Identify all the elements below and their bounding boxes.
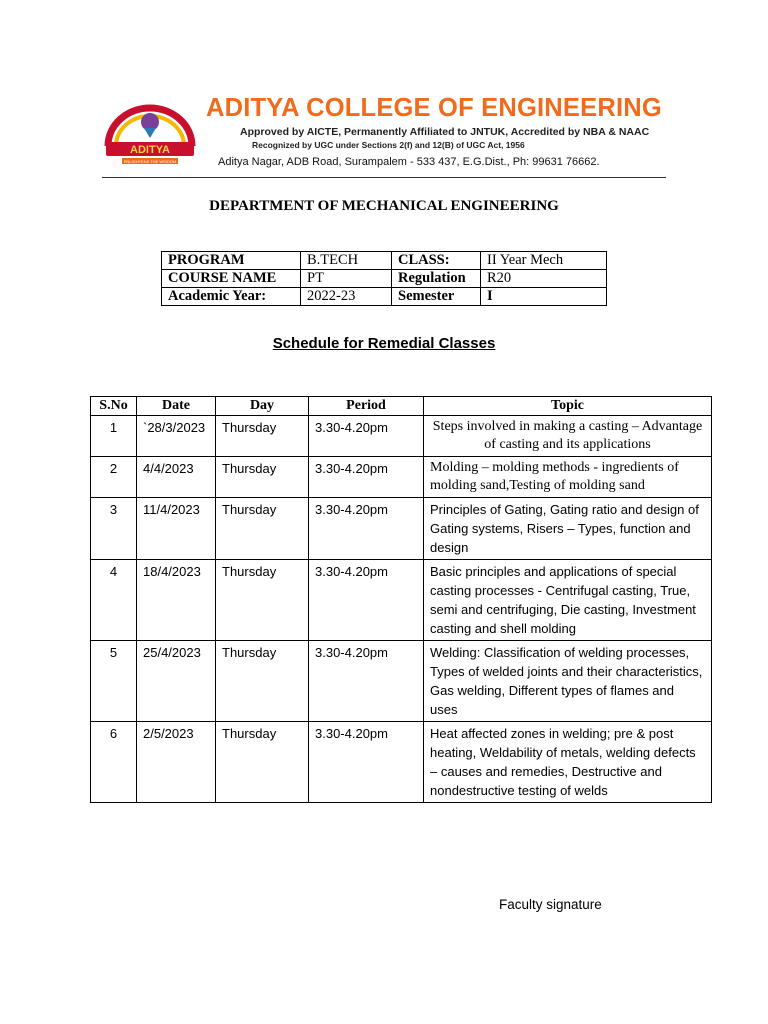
cell-period: 3.30-4.20pm: [309, 641, 424, 722]
department-title: DEPARTMENT OF MECHANICAL ENGINEERING: [209, 198, 559, 214]
approval-line: Approved by AICTE, Permanently Affiliated to JNTUK, Accredited by NBA & NAAC: [240, 126, 650, 138]
recognition-line: Recognized by UGC under Sections 2(f) and 12(B) of UGC Act, 1956: [252, 140, 525, 150]
header-date: Date: [137, 397, 216, 416]
cell-sno: 3: [91, 498, 137, 560]
schedule-title: Schedule for Remedial Classes: [272, 335, 496, 352]
cell-date: `28/3/2023: [137, 416, 216, 457]
table-row: [91, 416, 712, 457]
cell-period: 3.30-4.20pm: [309, 416, 424, 457]
table-row: [91, 457, 712, 498]
year-label: Academic Year:: [162, 288, 301, 306]
table-row: [91, 722, 712, 803]
cell-sno: 2: [91, 457, 137, 498]
cell-date: 4/4/2023: [137, 457, 216, 498]
svg-text:ADITYA: ADITYA: [130, 144, 170, 156]
svg-text:ENLIGHTENS THE WISDOM: ENLIGHTENS THE WISDOM: [123, 159, 177, 164]
letterhead: [100, 90, 666, 180]
table-row: [91, 560, 712, 641]
faculty-signature-label: Faculty signature: [499, 897, 602, 912]
header-topic: Topic: [424, 397, 712, 416]
cell-topic: Welding: Classification of welding processes, Types of welded joints and their characteristics, Gas welding, Different types of flames and uses: [424, 641, 712, 722]
cell-topic: Molding – molding methods - ingredients of molding sand,Testing of molding sand: [424, 457, 712, 498]
table-row: [91, 498, 712, 560]
cell-sno: 4: [91, 560, 137, 641]
cell-day: Thursday: [216, 416, 309, 457]
program-label: PROGRAM: [162, 252, 301, 270]
cell-date: 2/5/2023: [137, 722, 216, 803]
course-value: PT: [301, 270, 392, 288]
college-logo-icon: [100, 98, 200, 168]
cell-day: Thursday: [216, 641, 309, 722]
header-period: Period: [309, 397, 424, 416]
cell-day: Thursday: [216, 457, 309, 498]
regulation-label: Regulation: [392, 270, 481, 288]
address-line: Aditya Nagar, ADB Road, Surampalem - 533 437, E.G.Dist., Ph: 99631 76662.: [218, 156, 600, 168]
regulation-value: R20: [481, 270, 607, 288]
class-label: CLASS:: [392, 252, 481, 270]
cell-day: Thursday: [216, 560, 309, 641]
cell-sno: 1: [91, 416, 137, 457]
cell-date: 18/4/2023: [137, 560, 216, 641]
cell-topic: Steps involved in making a casting – Advantage of casting and its applications: [424, 416, 712, 457]
cell-period: 3.30-4.20pm: [309, 560, 424, 641]
year-value: 2022-23: [301, 288, 392, 306]
cell-period: 3.30-4.20pm: [309, 457, 424, 498]
header-sno: S.No: [91, 397, 137, 416]
table-row: [91, 641, 712, 722]
cell-topic: Principles of Gating, Gating ratio and design of Gating systems, Risers – Types, function and design: [424, 498, 712, 560]
college-name: ADITYA COLLEGE OF ENGINEERING: [206, 94, 662, 122]
cell-topic: Basic principles and applications of special casting processes - Centrifugal casting, True, semi and centrifuging, Die casting, Investment casting and shell molding: [424, 560, 712, 641]
header-divider: [102, 177, 666, 178]
cell-day: Thursday: [216, 722, 309, 803]
cell-period: 3.30-4.20pm: [309, 498, 424, 560]
semester-label: Semester: [392, 288, 481, 306]
cell-date: 11/4/2023: [137, 498, 216, 560]
remedial-schedule-table: [90, 396, 712, 803]
course-label: COURSE NAME: [162, 270, 301, 288]
cell-period: 3.30-4.20pm: [309, 722, 424, 803]
course-info-table: [161, 251, 607, 306]
cell-sno: 6: [91, 722, 137, 803]
semester-value: I: [481, 288, 607, 306]
header-day: Day: [216, 397, 309, 416]
cell-day: Thursday: [216, 498, 309, 560]
cell-date: 25/4/2023: [137, 641, 216, 722]
cell-topic: Heat affected zones in welding; pre & post heating, Weldability of metals, welding defects – causes and remedies, Destructive and nondestructive testing of welds: [424, 722, 712, 803]
program-value: B.TECH: [301, 252, 392, 270]
cell-sno: 5: [91, 641, 137, 722]
class-value: II Year Mech: [481, 252, 607, 270]
